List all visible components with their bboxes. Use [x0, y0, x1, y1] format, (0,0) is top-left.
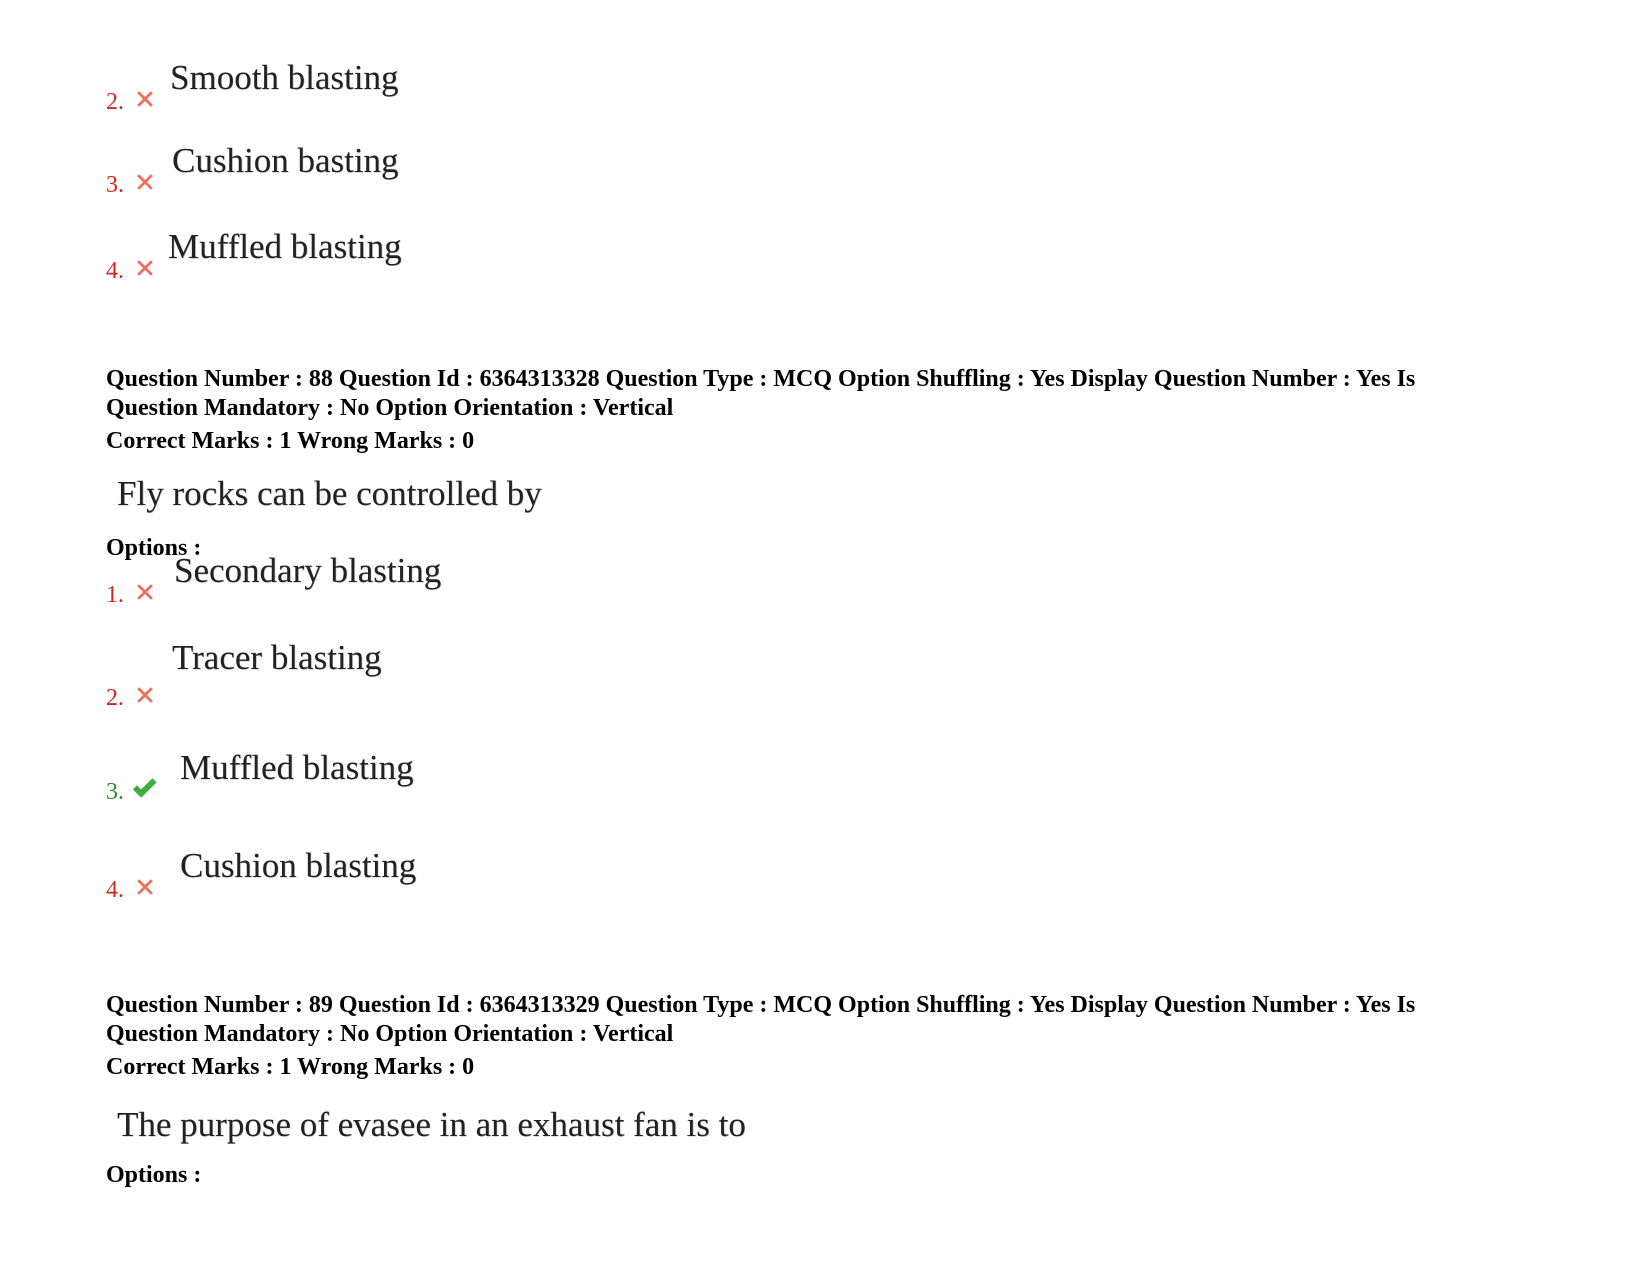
option-text: Muffled blasting — [180, 748, 414, 787]
option-item — [0, 221, 900, 291]
option-text: Cushion basting — [172, 141, 399, 180]
check-icon — [130, 774, 158, 802]
option-number: 4. — [106, 258, 124, 284]
question-88-text: Fly rocks can be controlled by — [117, 474, 542, 513]
option-text: Cushion blasting — [180, 846, 417, 885]
option-number: 3. — [106, 172, 124, 198]
options-label: Options : — [106, 535, 202, 561]
option-number: 4. — [106, 877, 124, 903]
question-89-meta — [106, 991, 1546, 1082]
option-text: Secondary blasting — [174, 551, 442, 590]
option-item — [0, 545, 900, 615]
question-meta-line: Question Number : 88 Question Id : 6364313328 Question Type : MCQ Option Shuffling : Yes Display Question Number : Yes Is — [106, 366, 1416, 392]
question-marks: Correct Marks : 1 Wrong Marks : 0 — [106, 428, 475, 454]
cross-icon — [132, 169, 158, 195]
option-text: Tracer blasting — [172, 638, 382, 677]
question-meta-line: Question Number : 89 Question Id : 6364313329 Question Type : MCQ Option Shuffling : Yes Display Question Number : Yes Is — [106, 992, 1416, 1018]
cross-icon — [132, 255, 158, 281]
question-88-meta — [106, 365, 1546, 456]
cross-icon — [132, 682, 158, 708]
question-meta-line: Question Mandatory : No Option Orientation : Vertical — [106, 395, 674, 421]
option-item — [0, 135, 900, 205]
question-89-text: The purpose of evasee in an exhaust fan is to — [117, 1105, 746, 1144]
question-marks: Correct Marks : 1 Wrong Marks : 0 — [106, 1054, 475, 1080]
option-item — [0, 52, 900, 122]
option-text: Muffled blasting — [168, 227, 402, 266]
option-number: 2. — [106, 685, 124, 711]
cross-icon — [132, 874, 158, 900]
option-text: Smooth blasting — [170, 58, 399, 97]
option-item — [0, 742, 900, 812]
cross-icon — [132, 579, 158, 605]
option-item — [0, 638, 900, 718]
option-number: 3. — [106, 779, 124, 805]
option-number: 2. — [106, 89, 124, 115]
options-label: Options : — [106, 1162, 202, 1188]
cross-icon — [132, 86, 158, 112]
question-meta-line: Question Mandatory : No Option Orientation : Vertical — [106, 1021, 674, 1047]
option-item — [0, 840, 900, 910]
option-number: 1. — [106, 582, 124, 608]
